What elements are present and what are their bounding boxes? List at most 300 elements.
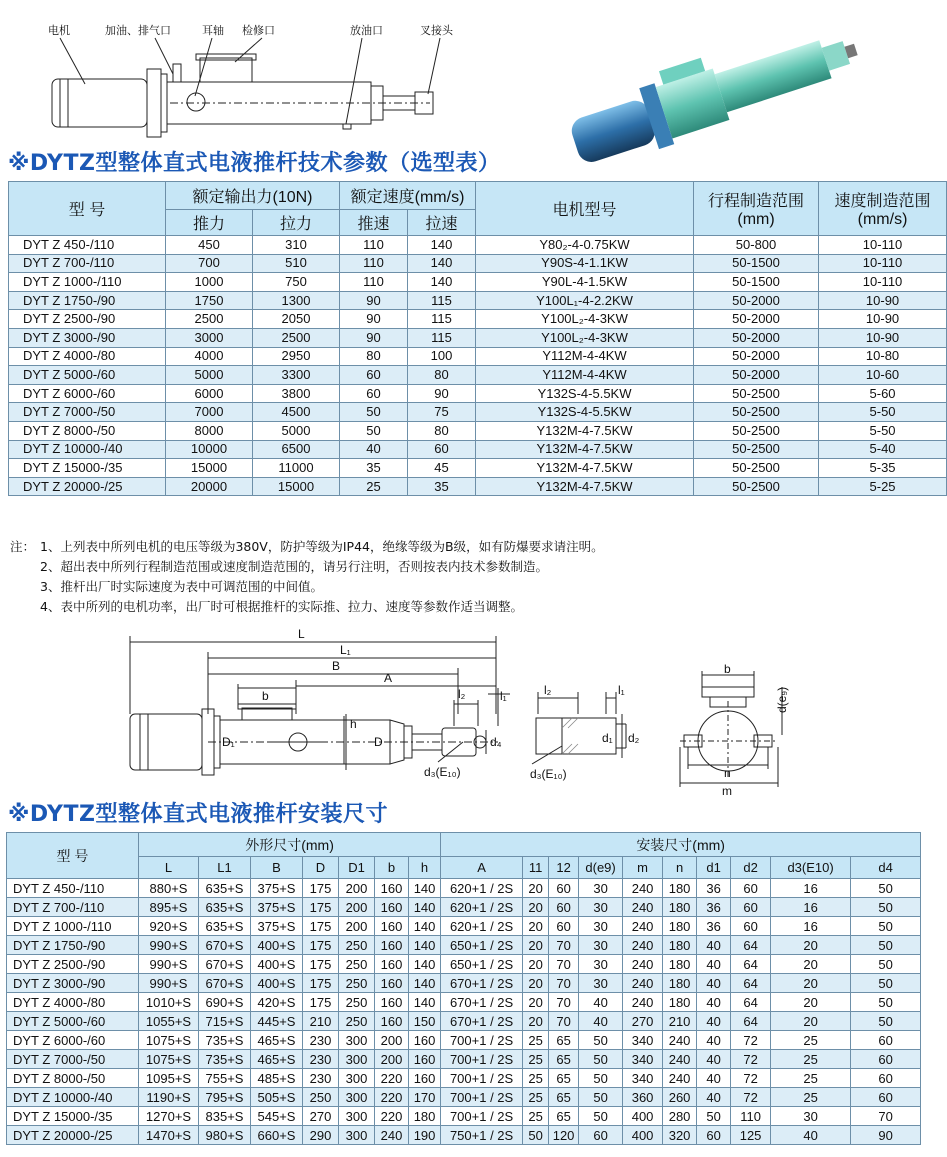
- table-cell: 50: [851, 879, 921, 898]
- table-cell: 755+S: [199, 1069, 251, 1088]
- table-cell: 140: [409, 898, 441, 917]
- table-cell: 300: [339, 1107, 375, 1126]
- table-cell: 70: [549, 955, 579, 974]
- table-cell: 280: [663, 1107, 697, 1126]
- table-cell: 50-2000: [694, 347, 819, 366]
- table-cell: 240: [623, 898, 663, 917]
- model-cell: DYT Z 4000-/80: [9, 347, 166, 366]
- table-cell: 1470+S: [139, 1126, 199, 1145]
- table-cell: 60: [340, 366, 408, 385]
- table-cell: 250: [339, 936, 375, 955]
- table-cell: 400+S: [251, 955, 303, 974]
- table-cell: 80: [340, 347, 408, 366]
- model-cell: DYT Z 10000-/40: [9, 440, 166, 459]
- table-cell: 300: [339, 1069, 375, 1088]
- table-cell: 20: [771, 993, 851, 1012]
- table-cell: 180: [663, 955, 697, 974]
- table-cell: 10-80: [819, 347, 947, 366]
- table-cell: 5-40: [819, 440, 947, 459]
- table-cell: 340: [623, 1069, 663, 1088]
- table-row: [9, 347, 947, 366]
- table-cell: 72: [731, 1088, 771, 1107]
- table-cell: 620+1 / 2S: [441, 898, 523, 917]
- dim-b: b: [262, 689, 269, 703]
- model-cell: DYT Z 450-/110: [9, 236, 166, 255]
- table-row: [7, 1012, 921, 1031]
- table-cell: 650+1 / 2S: [441, 936, 523, 955]
- table-cell: 175: [303, 993, 339, 1012]
- table-cell: 20: [771, 974, 851, 993]
- table-row: [7, 974, 921, 993]
- table-cell: 160: [409, 1031, 441, 1050]
- table-cell: 5-60: [819, 384, 947, 403]
- table-cell: 50: [851, 917, 921, 936]
- table-cell: 3800: [253, 384, 340, 403]
- table-cell: 50-2000: [694, 310, 819, 329]
- table-cell: 40: [697, 993, 731, 1012]
- table-cell: 100: [408, 347, 476, 366]
- table-cell: 220: [375, 1107, 409, 1126]
- table-cell: 240: [663, 1050, 697, 1069]
- spec-header-speed-range: 速度制造范围 (mm/s): [819, 182, 947, 236]
- table-cell: 240: [663, 1031, 697, 1050]
- table-cell: 25: [771, 1088, 851, 1107]
- actuator-product-photo: [555, 20, 865, 142]
- model-cell: DYT Z 3000-/90: [9, 328, 166, 347]
- table-cell: 72: [731, 1050, 771, 1069]
- table-cell: 50-2500: [694, 477, 819, 496]
- table-cell: 90: [851, 1126, 921, 1145]
- table-cell: 400: [623, 1126, 663, 1145]
- spec-header-motor-model: 电机型号: [476, 182, 694, 236]
- table-cell: 90: [340, 328, 408, 347]
- table-cell: 50-2500: [694, 421, 819, 440]
- table-row: [7, 955, 921, 974]
- table-cell: Y90L-4-1.5KW: [476, 273, 694, 292]
- table-cell: 30: [579, 955, 623, 974]
- table-cell: 10000: [166, 440, 253, 459]
- table-cell: 670+1 / 2S: [441, 974, 523, 993]
- table-cell: 20: [523, 879, 549, 898]
- table-cell: 140: [409, 955, 441, 974]
- table-cell: 50: [523, 1126, 549, 1145]
- table-cell: 40: [697, 1088, 731, 1107]
- table-row: [7, 917, 921, 936]
- model-cell: DYT Z 6000-/60: [7, 1031, 139, 1050]
- table-row: [7, 1031, 921, 1050]
- dim-end-de: d(e₉): [775, 686, 789, 713]
- model-cell: DYT Z 10000-/40: [7, 1088, 139, 1107]
- table-cell: 2500: [166, 310, 253, 329]
- table-row: [9, 273, 947, 292]
- table-cell: 25: [771, 1031, 851, 1050]
- table-cell: 20: [523, 974, 549, 993]
- table-cell: 20: [771, 1012, 851, 1031]
- table-cell: 10-60: [819, 366, 947, 385]
- table-cell: 250: [339, 993, 375, 1012]
- table-cell: 200: [339, 917, 375, 936]
- table-cell: 420+S: [251, 993, 303, 1012]
- model-cell: DYT Z 7000-/50: [9, 403, 166, 422]
- spec-table-body: [9, 236, 947, 496]
- table-cell: 180: [663, 974, 697, 993]
- table-cell: 650+1 / 2S: [441, 955, 523, 974]
- table-cell: 60: [731, 917, 771, 936]
- table-cell: 1000: [166, 273, 253, 292]
- table-cell: 60: [549, 898, 579, 917]
- table-cell: 50-2000: [694, 328, 819, 347]
- table-cell: 40: [697, 1050, 731, 1069]
- table-cell: 250: [303, 1088, 339, 1107]
- table-cell: 16: [771, 898, 851, 917]
- table-cell: 160: [409, 1069, 441, 1088]
- dim-d4: d₄: [490, 735, 502, 749]
- table-cell: 250: [339, 955, 375, 974]
- install-table-body: [7, 879, 921, 1145]
- table-cell: 140: [409, 917, 441, 936]
- table-cell: 40: [697, 974, 731, 993]
- table-row: [7, 936, 921, 955]
- dim-end-m: m: [722, 784, 732, 798]
- install-col-header: A: [441, 857, 523, 879]
- table-cell: Y112M-4-4KW: [476, 366, 694, 385]
- table-cell: 35: [408, 477, 476, 496]
- table-cell: 50: [851, 974, 921, 993]
- table-cell: 5-50: [819, 403, 947, 422]
- model-cell: DYT Z 4000-/80: [7, 993, 139, 1012]
- model-cell: DYT Z 450-/110: [7, 879, 139, 898]
- spec-header-rated-speed: 额定速度(mm/s): [340, 182, 476, 210]
- table-cell: 835+S: [199, 1107, 251, 1126]
- table-cell: 750+1 / 2S: [441, 1126, 523, 1145]
- table-cell: 115: [408, 328, 476, 347]
- table-cell: 65: [549, 1050, 579, 1069]
- spec-header-rated-force: 额定输出力(10N): [166, 182, 340, 210]
- table-cell: 10-90: [819, 328, 947, 347]
- table-cell: 1055+S: [139, 1012, 199, 1031]
- table-cell: 180: [663, 936, 697, 955]
- table-cell: 400: [623, 1107, 663, 1126]
- table-cell: 20: [523, 936, 549, 955]
- table-cell: 11000: [253, 459, 340, 478]
- table-cell: 36: [697, 898, 731, 917]
- table-cell: 180: [663, 993, 697, 1012]
- table-row: [9, 459, 947, 478]
- table-row: [7, 1050, 921, 1069]
- model-cell: DYT Z 20000-/25: [9, 477, 166, 496]
- table-cell: Y132M-4-7.5KW: [476, 421, 694, 440]
- table-row: [9, 421, 947, 440]
- table-cell: 50: [851, 936, 921, 955]
- table-cell: 700: [166, 254, 253, 273]
- table-cell: 80: [408, 421, 476, 440]
- table-cell: 250: [339, 974, 375, 993]
- dimension-drawing-end: [674, 662, 804, 798]
- table-cell: 50: [340, 421, 408, 440]
- table-cell: 505+S: [251, 1088, 303, 1107]
- table-cell: 20: [523, 1012, 549, 1031]
- table-cell: 340: [623, 1050, 663, 1069]
- table-cell: 10-110: [819, 236, 947, 255]
- actuator-side-schematic: [30, 14, 510, 144]
- note-3: 3、推杆出厂时实际速度为表中可调范围的中间值。: [40, 579, 323, 594]
- table-cell: 65: [549, 1107, 579, 1126]
- table-cell: 635+S: [199, 917, 251, 936]
- table-cell: 64: [731, 993, 771, 1012]
- table-cell: 620+1 / 2S: [441, 917, 523, 936]
- table-cell: 700+1 / 2S: [441, 1069, 523, 1088]
- table-cell: 270: [303, 1107, 339, 1126]
- table-cell: 230: [303, 1050, 339, 1069]
- note-2: 2、超出表中所列行程制造范围或速度制造范围的，请另行注明，否则按表内技术参数制造。: [40, 559, 548, 574]
- table-cell: 20: [771, 936, 851, 955]
- table-cell: 2050: [253, 310, 340, 329]
- table-cell: 230: [303, 1031, 339, 1050]
- table-cell: 450: [166, 236, 253, 255]
- dim-end-n: n: [724, 766, 731, 780]
- table-row: [7, 879, 921, 898]
- table-cell: 670+S: [199, 936, 251, 955]
- model-cell: DYT Z 1750-/90: [9, 291, 166, 310]
- install-col-header: 11: [523, 857, 549, 879]
- table-cell: 690+S: [199, 993, 251, 1012]
- table-cell: 150: [409, 1012, 441, 1031]
- table-cell: 64: [731, 1012, 771, 1031]
- table-cell: 30: [579, 936, 623, 955]
- table-cell: Y80₂-4-0.75KW: [476, 236, 694, 255]
- spec-notes: [10, 537, 890, 617]
- label-trunnion: 耳轴: [202, 25, 224, 37]
- table-cell: 290: [303, 1126, 339, 1145]
- table-cell: 375+S: [251, 917, 303, 936]
- table-cell: 5-35: [819, 459, 947, 478]
- table-cell: 920+S: [139, 917, 199, 936]
- table-cell: 140: [409, 936, 441, 955]
- table-cell: 40: [340, 440, 408, 459]
- table-cell: 175: [303, 955, 339, 974]
- table-cell: 160: [375, 936, 409, 955]
- table-cell: 715+S: [199, 1012, 251, 1031]
- spec-header-push-speed: 推速: [340, 210, 408, 236]
- table-cell: 8000: [166, 421, 253, 440]
- table-cell: 50-2000: [694, 291, 819, 310]
- table-cell: 90: [408, 384, 476, 403]
- table-cell: 140: [408, 236, 476, 255]
- table-cell: 160: [375, 993, 409, 1012]
- table-cell: 5000: [166, 366, 253, 385]
- table-cell: 25: [340, 477, 408, 496]
- table-cell: 50: [851, 1012, 921, 1031]
- table-cell: 60: [549, 879, 579, 898]
- table-cell: 16: [771, 879, 851, 898]
- table-cell: 200: [339, 898, 375, 917]
- table-cell: 40: [697, 1031, 731, 1050]
- table-cell: 40: [697, 936, 731, 955]
- table-cell: 980+S: [199, 1126, 251, 1145]
- table-cell: 175: [303, 936, 339, 955]
- table-row: [7, 1088, 921, 1107]
- table-cell: 120: [549, 1126, 579, 1145]
- table-cell: 990+S: [139, 974, 199, 993]
- model-cell: DYT Z 700-/110: [7, 898, 139, 917]
- table-cell: 36: [697, 879, 731, 898]
- table-cell: 50-2500: [694, 384, 819, 403]
- model-cell: DYT Z 700-/110: [9, 254, 166, 273]
- table-cell: 360: [623, 1088, 663, 1107]
- dim-h: h: [350, 717, 357, 731]
- table-cell: 735+S: [199, 1050, 251, 1069]
- table-cell: 220: [375, 1069, 409, 1088]
- model-cell: DYT Z 15000-/35: [9, 459, 166, 478]
- table-cell: 90: [340, 291, 408, 310]
- table-cell: 700+1 / 2S: [441, 1031, 523, 1050]
- table-cell: 20: [523, 917, 549, 936]
- install-header-model: 型 号: [7, 833, 139, 879]
- table-cell: Y132M-4-7.5KW: [476, 440, 694, 459]
- dim-pin-l2: l₂: [544, 683, 552, 697]
- table-cell: 60: [579, 1126, 623, 1145]
- table-cell: 670+S: [199, 974, 251, 993]
- table-cell: 3300: [253, 366, 340, 385]
- table-row: [9, 328, 947, 347]
- table-cell: 1095+S: [139, 1069, 199, 1088]
- table-cell: 180: [663, 917, 697, 936]
- table-cell: 7000: [166, 403, 253, 422]
- table-cell: 700+1 / 2S: [441, 1050, 523, 1069]
- table-cell: 240: [623, 879, 663, 898]
- table-row: [7, 1069, 921, 1088]
- table-cell: 30: [579, 879, 623, 898]
- table-cell: 30: [579, 974, 623, 993]
- table-cell: 635+S: [199, 879, 251, 898]
- table-cell: 65: [549, 1088, 579, 1107]
- table-cell: 220: [375, 1088, 409, 1107]
- table-cell: 50: [851, 993, 921, 1012]
- table-cell: 50-1500: [694, 273, 819, 292]
- table-cell: 670+1 / 2S: [441, 993, 523, 1012]
- table-cell: 70: [549, 1012, 579, 1031]
- install-col-header: h: [409, 857, 441, 879]
- table-cell: 25: [523, 1050, 549, 1069]
- install-col-header: d4: [851, 857, 921, 879]
- model-cell: DYT Z 20000-/25: [7, 1126, 139, 1145]
- table-cell: 50: [340, 403, 408, 422]
- table-cell: 190: [409, 1126, 441, 1145]
- spec-header-pull: 拉力: [253, 210, 340, 236]
- dim-pin-d2: d₂: [628, 731, 640, 745]
- table-cell: 700+1 / 2S: [441, 1088, 523, 1107]
- table-cell: 60: [731, 879, 771, 898]
- spec-header-model: 型 号: [9, 182, 166, 236]
- install-col-header: b: [375, 857, 409, 879]
- table-cell: 700+1 / 2S: [441, 1107, 523, 1126]
- dim-L: L: [298, 627, 305, 641]
- table-cell: 50-2500: [694, 459, 819, 478]
- table-cell: 50: [579, 1050, 623, 1069]
- table-cell: 50-1500: [694, 254, 819, 273]
- install-col-header: 12: [549, 857, 579, 879]
- dimension-drawing-pin: [522, 684, 642, 794]
- table-cell: 4500: [253, 403, 340, 422]
- model-cell: DYT Z 5000-/60: [7, 1012, 139, 1031]
- table-cell: 670+1 / 2S: [441, 1012, 523, 1031]
- install-col-header: d(e9): [579, 857, 623, 879]
- table-cell: 50-2500: [694, 440, 819, 459]
- table-cell: 50: [851, 898, 921, 917]
- table-cell: 50: [579, 1088, 623, 1107]
- table-cell: 40: [697, 1069, 731, 1088]
- table-cell: 110: [731, 1107, 771, 1126]
- model-cell: DYT Z 7000-/50: [7, 1050, 139, 1069]
- table-row: [9, 291, 947, 310]
- dim-end-b: b: [724, 662, 731, 676]
- table-cell: Y132S-4-5.5KW: [476, 403, 694, 422]
- table-cell: 2500: [253, 328, 340, 347]
- table-cell: 140: [409, 993, 441, 1012]
- install-section-title: ※DYTZ型整体直式电液推杆安装尺寸: [8, 802, 388, 827]
- table-cell: 1270+S: [139, 1107, 199, 1126]
- table-cell: 260: [663, 1088, 697, 1107]
- table-cell: 1750: [166, 291, 253, 310]
- table-cell: 40: [771, 1126, 851, 1145]
- table-cell: 160: [409, 1050, 441, 1069]
- table-cell: 60: [549, 917, 579, 936]
- table-cell: 140: [408, 273, 476, 292]
- table-cell: 200: [375, 1031, 409, 1050]
- table-cell: 160: [375, 1012, 409, 1031]
- table-cell: 64: [731, 955, 771, 974]
- table-cell: 160: [375, 879, 409, 898]
- table-cell: 75: [408, 403, 476, 422]
- model-cell: DYT Z 8000-/50: [9, 421, 166, 440]
- table-cell: 880+S: [139, 879, 199, 898]
- table-cell: 60: [697, 1126, 731, 1145]
- table-cell: 15000: [253, 477, 340, 496]
- table-cell: 250: [339, 1012, 375, 1031]
- table-cell: 210: [663, 1012, 697, 1031]
- label-motor: 电机: [48, 25, 70, 37]
- spec-table: [8, 181, 947, 496]
- install-subheader-row: [7, 857, 921, 879]
- table-cell: 445+S: [251, 1012, 303, 1031]
- table-cell: 300: [339, 1088, 375, 1107]
- table-cell: 10-110: [819, 273, 947, 292]
- table-cell: 180: [409, 1107, 441, 1126]
- table-cell: 200: [339, 879, 375, 898]
- table-cell: 110: [340, 273, 408, 292]
- table-cell: 230: [303, 1069, 339, 1088]
- table-cell: 50: [579, 1107, 623, 1126]
- model-cell: DYT Z 1000-/110: [7, 917, 139, 936]
- table-cell: 2950: [253, 347, 340, 366]
- table-cell: 20: [771, 955, 851, 974]
- install-header-mounting: 安装尺寸(mm): [441, 833, 921, 857]
- note-1: 1、上列表中所列电机的电压等级为380V，防护等级为IP44，绝缘等级为B级，如有防爆要求请注明。: [40, 539, 604, 554]
- table-row: [9, 477, 947, 496]
- table-cell: 545+S: [251, 1107, 303, 1126]
- table-cell: 750: [253, 273, 340, 292]
- table-cell: 20: [523, 993, 549, 1012]
- table-row: [7, 1126, 921, 1145]
- table-cell: 4000: [166, 347, 253, 366]
- table-cell: 25: [771, 1050, 851, 1069]
- model-cell: DYT Z 2500-/90: [7, 955, 139, 974]
- table-cell: 635+S: [199, 898, 251, 917]
- table-row: [9, 254, 947, 273]
- table-cell: Y112M-4-4KW: [476, 347, 694, 366]
- table-row: [9, 403, 947, 422]
- table-cell: 70: [549, 974, 579, 993]
